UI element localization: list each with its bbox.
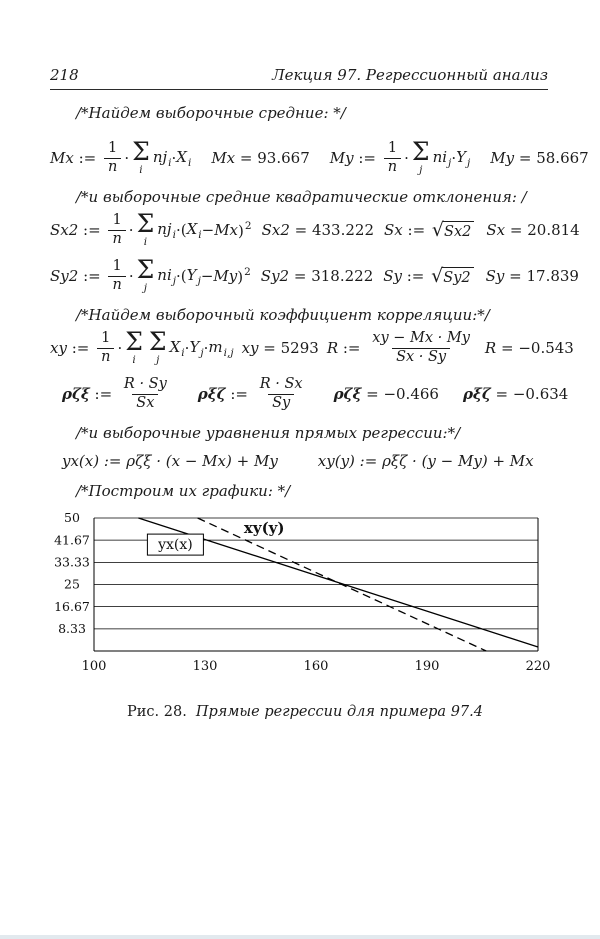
math-token: − [200, 267, 214, 285]
summation [411, 137, 430, 176]
math-token: )$^2$ [237, 266, 251, 286]
summation [132, 137, 150, 176]
math-token: Sy2 [50, 267, 79, 285]
numerator: 1 [387, 140, 398, 157]
math-token: · [451, 149, 457, 167]
math-token: = [289, 267, 312, 285]
math-token: 93.667 [257, 149, 310, 167]
math-token: Sy [383, 267, 402, 285]
comment-line-correlation: /*Найдем выборочный коэффициент корреляции:*/ [76, 306, 490, 324]
trace-label: yx(x) [158, 537, 193, 554]
x-axis-label: 160 [303, 659, 329, 674]
math-token: Sx [384, 221, 403, 239]
math-token: := [73, 149, 101, 167]
spacer [278, 461, 318, 462]
sigma-glyph: Σ [132, 137, 150, 166]
math-token: · [128, 267, 134, 285]
math-token: · [203, 339, 209, 357]
subscript: i [187, 156, 192, 169]
spacer [191, 158, 211, 159]
math-token: $X_i$ [169, 337, 185, 359]
math-token: $ni_j$ [157, 265, 177, 287]
numerator: 1 [112, 258, 122, 275]
figure-caption [50, 704, 560, 720]
math-token: 58.667 [536, 149, 589, 167]
radical-glyph: √ [431, 218, 445, 241]
fraction [120, 376, 171, 412]
fraction [256, 376, 307, 412]
math-token: Mx [50, 149, 74, 167]
summation-index: i [143, 235, 148, 248]
math-token: ( [180, 221, 187, 239]
superscript: 2 [244, 220, 252, 232]
trace-label: xy(y) [243, 519, 285, 538]
math-token: Sx2 [50, 221, 79, 239]
numerator: 1 [101, 330, 111, 347]
denominator: n [108, 230, 125, 248]
math-token: My [213, 267, 238, 285]
math-token: := [78, 221, 106, 239]
math-token: := [225, 385, 253, 403]
math-token: ρξζ [197, 385, 226, 403]
math-token: = [361, 385, 384, 403]
spacer [470, 158, 490, 159]
math-token: ρζξ [333, 385, 362, 403]
math-token: 318.222 [311, 267, 374, 285]
spacer [310, 394, 334, 395]
comment-line-deviations: /*и выборочные средние квадратические отклонения: / [76, 188, 527, 206]
subscript: i [168, 156, 172, 169]
math-token: := [402, 221, 430, 239]
math-token: $Y_j$ [456, 147, 471, 169]
denominator: n [384, 158, 401, 176]
sigma-glyph: Σ [136, 209, 155, 238]
formula-sx2 [50, 208, 580, 252]
math-token: 5293 [280, 339, 319, 357]
denominator: n [97, 348, 114, 366]
summation [125, 327, 143, 366]
sigma-glyph: Σ [136, 255, 155, 284]
caption-label: Рис. 28. [127, 704, 187, 720]
math-token: My [329, 149, 354, 167]
math-token: · [404, 149, 409, 167]
regression-chart [50, 512, 560, 688]
math-token: Sx2 [261, 221, 290, 239]
math-token: −0.466 [383, 385, 439, 403]
fraction [384, 140, 401, 176]
spacer [439, 394, 463, 395]
math-token: · [128, 221, 134, 239]
math-token: · [124, 149, 130, 167]
math-token: := [89, 385, 117, 403]
math-token: := [78, 267, 106, 285]
summation-index: i [132, 353, 136, 366]
math-token: − [201, 221, 215, 239]
math-token: $ni_j$ [432, 147, 452, 169]
math-token: ρξζ [462, 385, 491, 403]
formula-regression [50, 448, 560, 474]
spacer [252, 230, 262, 231]
summation-index: j [143, 281, 148, 294]
subscript: i [181, 346, 185, 359]
page-number: 218 [50, 66, 79, 84]
numerator: R · Sy [123, 376, 167, 393]
y-axis-label: 33.33 [54, 554, 90, 570]
page-bottom-edge [0, 935, 600, 939]
spacer [319, 348, 327, 349]
math-token: ρζξ [62, 385, 90, 403]
subscript: i [172, 228, 176, 241]
square-root [431, 264, 473, 287]
radical-glyph: √ [431, 264, 444, 287]
formula-sy2 [50, 254, 579, 298]
math-token: 433.222 [311, 221, 374, 239]
math-token: 20.814 [527, 221, 580, 239]
math-token: xy [241, 339, 259, 357]
math-token: My [490, 149, 515, 167]
subscript: j [197, 274, 201, 287]
subscript: j [172, 274, 177, 287]
math-token: R [326, 339, 339, 357]
math-token: $Y_j$ [189, 337, 204, 359]
math-token: Sy [485, 267, 505, 285]
header-title: Лекция 97. Регрессионный анализ [272, 66, 548, 84]
fraction [368, 330, 474, 366]
denominator: n [104, 158, 121, 176]
spacer [234, 348, 242, 349]
math-token: Sx [486, 221, 506, 239]
radicand: Sy2 [442, 267, 473, 286]
spacer [310, 158, 330, 159]
fraction [104, 140, 121, 176]
math-token: $nj_i$ [157, 219, 176, 241]
math-token: ( [180, 267, 187, 285]
summation-index: j [419, 163, 423, 176]
formula-correlation [50, 326, 574, 370]
math-token: := [66, 339, 95, 357]
summation [136, 209, 155, 248]
numerator: 1 [108, 140, 118, 157]
math-token: = [504, 267, 527, 285]
radicand: Sx2 [443, 221, 474, 240]
math-token: Mx [211, 149, 236, 167]
comment-line-equations: /*и выборочные уравнения прямых регрессии:*/ [76, 424, 461, 442]
y-axis-label: 8.33 [58, 621, 86, 637]
math-token: = [505, 221, 528, 239]
math-token: R [484, 339, 497, 357]
summation [136, 255, 155, 294]
comment-line-means: /*Найдем выборочные средние: */ [76, 104, 346, 122]
sigma-glyph: Σ [148, 327, 167, 356]
formula-means [50, 136, 589, 180]
math-token: −0.634 [512, 385, 569, 403]
x-axis-label: 100 [81, 659, 107, 674]
x-axis-label: 130 [192, 659, 218, 674]
math-token: $X_i$ [176, 147, 192, 169]
subscript: i,j [223, 346, 234, 359]
math-token: xy [50, 339, 67, 357]
math-token: Mx [214, 221, 239, 239]
summation-index: i [139, 163, 143, 176]
fraction [97, 330, 114, 366]
math-token: · [176, 267, 181, 285]
math-token: Sy2 [260, 267, 290, 285]
numerator: R · Sx [259, 376, 303, 393]
math-token: $m_{i,j}$ [208, 337, 234, 359]
spacer [251, 276, 261, 277]
spacer [476, 230, 486, 231]
math-token: := [353, 149, 381, 167]
spacer [477, 348, 485, 349]
x-axis-label: 190 [414, 659, 440, 674]
math-token: = [289, 221, 312, 239]
subscript: i [198, 228, 202, 241]
math-token: · [184, 339, 190, 357]
math-token: · [175, 221, 181, 239]
denominator: Sx · Sy [392, 348, 450, 366]
denominator: Sx [132, 394, 158, 412]
comment-line-plot: /*Построим их графики: */ [76, 482, 291, 500]
caption-text: Прямые регрессии для примера 97.4 [195, 704, 483, 720]
numerator: 1 [112, 212, 122, 229]
spacer [174, 394, 198, 395]
fraction [108, 212, 125, 248]
math-token: yx(x) := ρζξ · (x − Mx) + My [62, 452, 278, 470]
y-axis-label: 41.67 [54, 532, 90, 548]
y-axis-label: 50 [64, 512, 80, 526]
spacer [373, 276, 383, 277]
math-token: $X_i$ [186, 219, 202, 241]
math-token: 17.839 [526, 267, 579, 285]
formula-rho [50, 372, 569, 416]
math-token: := [338, 339, 366, 357]
spacer [476, 276, 486, 277]
math-token: $Y_j$ [186, 265, 201, 287]
square-root [431, 218, 474, 241]
math-token: = [235, 149, 258, 167]
math-token: $nj_i$ [152, 147, 172, 169]
math-token: )$^2$ [238, 220, 252, 240]
spacer [374, 230, 384, 231]
summation-index: j [156, 353, 160, 366]
denominator: Sy [268, 394, 294, 412]
subscript: j [448, 156, 452, 169]
sigma-glyph: Σ [411, 137, 430, 166]
math-token: = [490, 385, 513, 403]
page-header [50, 66, 548, 90]
sigma-glyph: Σ [125, 327, 143, 356]
math-token: −0.543 [518, 339, 574, 357]
y-axis-label: 16.67 [54, 598, 90, 614]
subscript: j [467, 156, 471, 169]
x-axis-label: 220 [525, 659, 550, 674]
math-token: = [496, 339, 519, 357]
math-token: xy(y) := ρξζ · (y − My) + Mx [317, 452, 534, 470]
math-token: · [171, 149, 177, 167]
numerator: xy − Mx · My [372, 330, 470, 347]
math-token: := [401, 267, 430, 285]
math-token: = [514, 149, 537, 167]
superscript: 2 [244, 266, 251, 278]
math-token: = [258, 339, 281, 357]
subscript: j [200, 346, 204, 359]
page-content [50, 104, 589, 720]
math-token: · [117, 339, 123, 357]
fraction [108, 258, 125, 294]
summation [148, 327, 167, 366]
chart-svg [50, 512, 550, 684]
y-axis-label: 25 [64, 576, 80, 592]
denominator: n [108, 276, 125, 294]
